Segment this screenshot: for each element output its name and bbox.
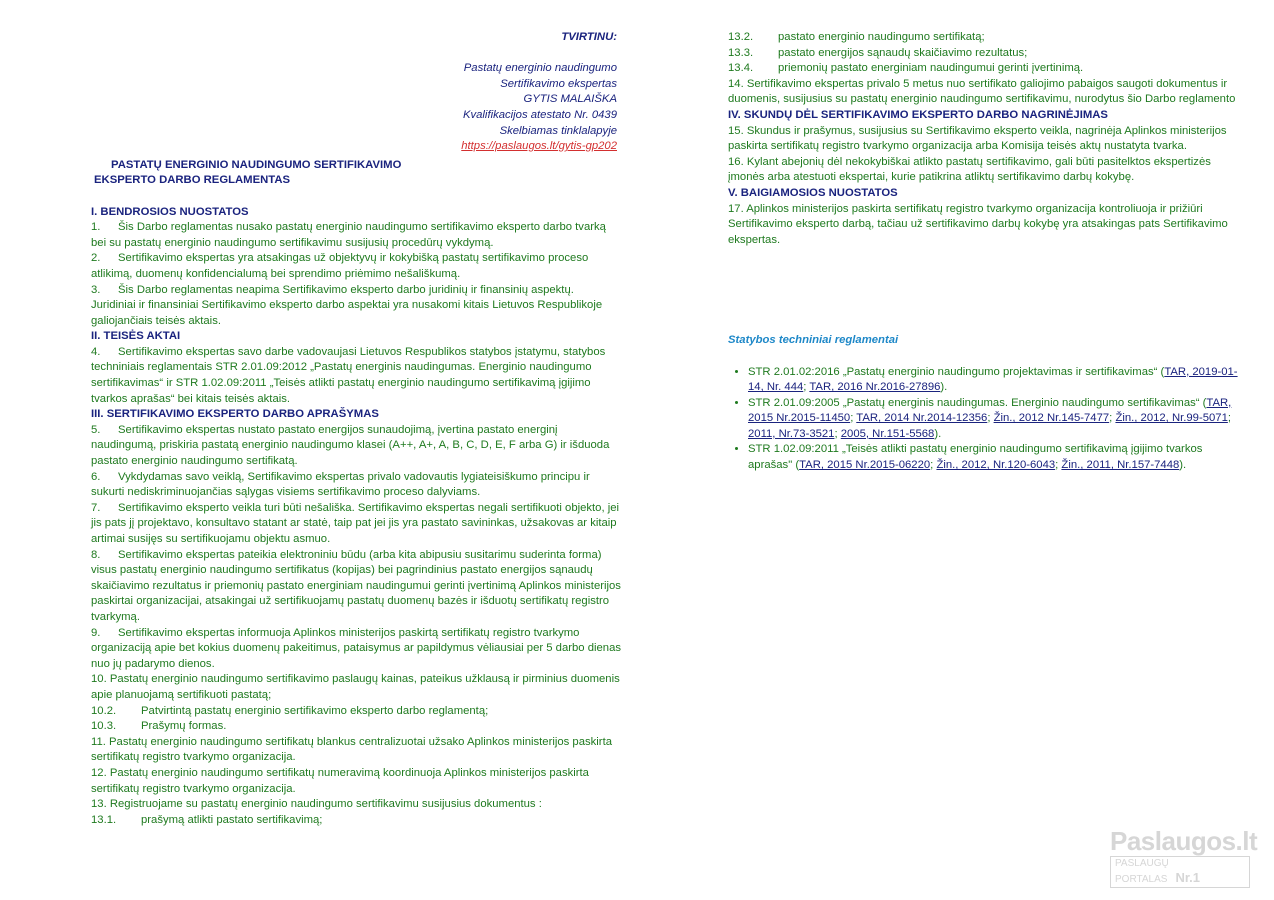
- paragraph-text: Patvirtintą pastatų energinio sertifikavimo eksperto darbo reglamentą;: [141, 704, 489, 717]
- paragraph-text: Sertifikavimo ekspertas yra atsakingas už objektyvų ir kokybišką pastatų sertifikavimo proceso atlikimą, duomenų konfidencialumą bei sprendimo priėmimo nešališkumą.: [91, 252, 589, 280]
- watermark-nr: Nr.1: [1175, 870, 1201, 885]
- approval-line: Skelbiamas tinklalapyje: [499, 124, 617, 137]
- regulation-link[interactable]: Žin., 2012, Nr.99-5071: [1115, 412, 1228, 425]
- approval-line: GYTIS MALAIŠKA: [523, 93, 617, 106]
- separator: ).: [1179, 459, 1187, 472]
- paragraph: [91, 548, 621, 626]
- watermark-sub: PASLAUGŲ PORTALAS: [1115, 858, 1169, 885]
- regulation-link[interactable]: TAR, 2015 Nr.2015-11450: [748, 396, 1232, 425]
- regulation-link[interactable]: Žin., 2011, Nr.157-7448: [1061, 459, 1180, 472]
- section-heading: III. SERTIFIKAVIMO EKSPERTO DARBO APRAŠYMAS: [91, 408, 379, 421]
- regulation-title: STR 2.01.09:2005 „Pastatų energinis naudingumas. Energinio naudingumo sertifikavimas“ (: [748, 396, 1207, 409]
- separator: ;: [803, 381, 810, 394]
- regulation-link[interactable]: TAR, 2014 Nr.2014-12356: [856, 412, 988, 425]
- separator: ;: [1055, 459, 1062, 472]
- paragraph-text: Šis Darbo reglamentas neapima Sertifikavimo eksperto darbo juridinių ir finansinių aspektų. Juridiniai ir finansiniai Sertifikavimo eksperto darbo aspektai yra nusakomi kitais Lietuvos Respublikoje galiojančiais teisės aktais.: [91, 283, 603, 327]
- subparagraph: [728, 30, 1243, 46]
- paragraph-number: 13.2.: [728, 31, 754, 43]
- paragraph-text: pastato energinio naudingumo sertifikatą;: [778, 31, 985, 43]
- paragraph: [91, 283, 621, 330]
- paragraph-text: Sertifikavimo eksperto veikla turi būti nešališka. Sertifikavimo ekspertas negali sertifikuoti objekto, jei jis pats jį projektavo, konsultavo statant ar statė, taip pat jei jis yra pastato savininkas, užsakovas ar kitaip artimai susijęs su sertifikuojamu objektu asmuo.: [91, 501, 620, 545]
- regulation-link[interactable]: 2011, Nr.73-3521: [748, 427, 835, 440]
- paragraph-text: pastato energijos sąnaudų skaičiavimo rezultatus;: [778, 46, 1028, 59]
- paragraph-number: 10.3.: [91, 720, 117, 733]
- subparagraph: [91, 813, 621, 829]
- approval-block: [91, 30, 621, 155]
- subparagraph: [728, 46, 1243, 62]
- regulation-link[interactable]: Žin., 2012 Nr.145-7477: [993, 412, 1110, 425]
- paragraph: [91, 626, 621, 673]
- approval-line: Kvalifikacijos atestato Nr. 0439: [462, 108, 617, 121]
- paragraph-number: 5.: [91, 423, 101, 436]
- paragraph-number: 4.: [91, 345, 101, 358]
- subparagraph: [728, 61, 1243, 77]
- list-item: [748, 396, 1243, 443]
- paragraph: [91, 501, 621, 548]
- paragraph-number: 2.: [91, 252, 101, 265]
- paragraph-text: priemonių pastato energiniam naudingumui gerinti įvertinimą.: [778, 62, 1084, 75]
- paragraph-number: 13.3.: [728, 46, 754, 59]
- subparagraph: [91, 704, 621, 720]
- paragraph: 12. Pastatų energinio naudingumo sertifikatų numeravimą koordinuoja Aplinkos ministerijos paskirta sertifikatų registro tvarkymo organizacija.: [91, 766, 589, 795]
- left-column: [91, 30, 621, 828]
- section-heading: IV. SKUNDŲ DĖL SERTIFIKAVIMO EKSPERTO DARBO NAGRINĖJIMAS: [728, 108, 1108, 121]
- list-item: [748, 365, 1243, 396]
- separator: ;: [1109, 412, 1116, 425]
- paragraph: [91, 220, 621, 251]
- title-line: PASTATŲ ENERGINIO NAUDINGUMO SERTIFIKAVIMO: [111, 158, 402, 171]
- paragraph-number: 13.4.: [728, 62, 754, 75]
- paragraph-text: Sertifikavimo ekspertas nustato pastato energijos sunaudojimą, įvertina pastato energinį naudingumą, priskiria pastatą energinio naudingumo klasei (A++, A+, A, B, C, D, E, F arba G) ir išduoda pastato energinio naudingumo sertifikatą.: [91, 423, 610, 468]
- right-column: [728, 30, 1243, 474]
- paragraph-number: 3.: [91, 283, 101, 296]
- paragraph-number: 10.2.: [91, 704, 117, 717]
- regulation-title: STR 2.01.02:2016 „Pastatų energinio naudingumo projektavimas ir sertifikavimas“ (: [748, 365, 1165, 378]
- paragraph-text: prašymą atlikti pastato sertifikavimą;: [141, 813, 323, 826]
- list-item: [748, 442, 1243, 473]
- paragraph: 17. Aplinkos ministerijos paskirta sertifikatų registro tvarkymo organizacija kontroliuoja ir prižiūri Sertifikavimo eksperto darbą, tačiau už sertifikavimo darbų kokybę yra atsakingas pats Sertifikavimo ekspertas.: [728, 202, 1228, 246]
- section-heading: I. BENDROSIOS NUOSTATOS: [91, 205, 249, 218]
- separator: ;: [834, 427, 841, 440]
- approval-line: Pastatų energinio naudingumo: [463, 62, 617, 75]
- regulation-link[interactable]: TAR, 2015 Nr.2015-06220: [799, 459, 931, 472]
- paragraph-number: 8.: [91, 548, 101, 561]
- regulation-link[interactable]: 2005, Nr.151-5568: [840, 427, 935, 440]
- links-heading: Statybos techniniai reglamentai: [728, 334, 899, 347]
- paragraph: 13. Registruojame su pastatų energinio naudingumo sertifikavimu susijusius dokumentus :: [91, 798, 542, 811]
- regulation-link[interactable]: TAR, 2016 Nr.2016-27896: [809, 381, 941, 394]
- paragraph-text: Sertifikavimo ekspertas pateikia elektroniniu būdu (arba kita abipusiu susitarimu suderinta forma) visus pastatų energinio naudingumo sertifikatus (kopijas) bei pagrindinius pastato energijos sąnaudų skaičiavimo rezultatus ir priemonių pastato energiniam naudingumui gerinti įvertinimą Aplinkos ministerijos paskirtai organizacijai, atsakingai už sertifikuojamų pastatų duomenų bazės ir išduotų sertifikatų registro tvarkymą.: [91, 548, 621, 623]
- separator: ;: [930, 459, 937, 472]
- watermark-brand: Paslaugos.lt: [1110, 826, 1258, 856]
- paragraph: 10. Pastatų energinio naudingumo sertifikavimo paslaugų kainas, pateikus užklausą ir pirminius duomenis apie planuojamą sertifikuoti pastatą;: [91, 673, 620, 701]
- paragraph-text: Sertifikavimo ekspertas informuoja Aplinkos ministerijos paskirtą sertifikatų registro tvarkymo organizaciją apie bet kokius duomenų pakeitimus, pataisymus ar papildymus vėliausiai per 5 darbo dienas nuo jų padarymo dienos.: [91, 626, 621, 670]
- watermark-tagline: [1110, 856, 1250, 888]
- separator: ).: [934, 427, 942, 440]
- title-line: EKSPERTO DARBO REGLAMENTAS: [94, 174, 291, 187]
- paragraph: 14. Sertifikavimo ekspertas privalo 5 metus nuo sertifikato galiojimo pabaigos saugoti dokumentus ir duomenis, susijusius su pastatų energinio naudingumo sertifikavimu, nurodytus šio Darbo reglamento: [728, 77, 1236, 106]
- paragraph: 15. Skundus ir prašymus, susijusius su Sertifikavimo eksperto veikla, nagrinėja Aplinkos ministerijos paskirta sertifikatų registro tvarkymo organizacija arba Komisija teisės aktų nustatyta tvarka.: [728, 124, 1227, 153]
- regulation-link[interactable]: Žin., 2012, Nr.120-6043: [936, 459, 1056, 472]
- paragraph: [91, 345, 621, 407]
- paragraph: [91, 251, 621, 282]
- section-heading: II. TEISĖS AKTAI: [91, 330, 181, 343]
- paragraph: [91, 423, 621, 470]
- approval-label: TVIRTINU:: [561, 31, 617, 43]
- separator: ;: [987, 412, 994, 425]
- regulation-title: STR 1.02.09:2011 „Teisės atlikti pastatų energinio naudingumo sertifikavimą įgijimo tvarkos aprašas" (: [748, 443, 1203, 472]
- paragraph-number: 13.1.: [91, 813, 117, 826]
- approval-line: Sertifikavimo ekspertas: [500, 77, 617, 90]
- paragraph-text: Vykdydamas savo veiklą, Sertifikavimo ekspertas privalo vadovautis lygiateisiškumo principu ir sukurti nediskriminuojančias sąlygas visiems sertifikavimo proceso dalyviams.: [91, 470, 590, 499]
- regulation-link[interactable]: TAR, 2019-01-14, Nr. 444: [748, 365, 1238, 394]
- separator: ).: [940, 381, 948, 394]
- subparagraph: [91, 719, 621, 735]
- section-heading: V. BAIGIAMOSIOS NUOSTATOS: [728, 186, 898, 199]
- paragraph-text: Prašymų formas.: [141, 720, 227, 733]
- paragraph-number: 9.: [91, 626, 101, 639]
- paragraph: [91, 470, 621, 501]
- profile-link[interactable]: https://paslaugos.lt/gytis-gp202: [461, 140, 617, 153]
- separator: ;: [1227, 412, 1231, 425]
- regulations-list: [728, 365, 1243, 474]
- separator: ;: [850, 412, 857, 425]
- watermark: [1110, 826, 1258, 888]
- paragraph: 16. Kylant abejonių dėl nekokybiškai atlikto pastatų sertifikavimo, gali būti pasitelktos ekspertizės įmonės arba atestuoti ekspertai, kurie patikrina atliktų sertifikavimo darbų kokybę.: [728, 155, 1211, 184]
- paragraph-number: 1.: [91, 221, 101, 234]
- paragraph-number: 7.: [91, 501, 101, 514]
- paragraph: 11. Pastatų energinio naudingumo sertifikatų blankus centralizuotai užsako Aplinkos ministerijos paskirta sertifikatų registro tvarkymo organizacija.: [91, 735, 612, 764]
- document-title: [91, 158, 621, 189]
- paragraph-number: 6.: [91, 470, 101, 483]
- paragraph-text: Šis Darbo reglamentas nusako pastatų energinio naudingumo sertifikavimo eksperto darbo tvarką bei su pastatų energinio naudingumo sertifikavimu susijusių procedūrų vykdymą.: [91, 221, 606, 249]
- paragraph-text: Sertifikavimo ekspertas savo darbe vadovaujasi Lietuvos Respublikos statybos įstatymu, statybos techniniais reglamentais STR 2.01.09:2012 „Pastatų energinis naudingumas. Energinio naudingumo sertifikavimas“ ir STR 1.02.09:2011 „Teisės atlikti pastatų energinio naudingumo sertifikavimą įgijimo tvarkos aprašas“ bei kitais teisės aktais.: [91, 345, 606, 405]
